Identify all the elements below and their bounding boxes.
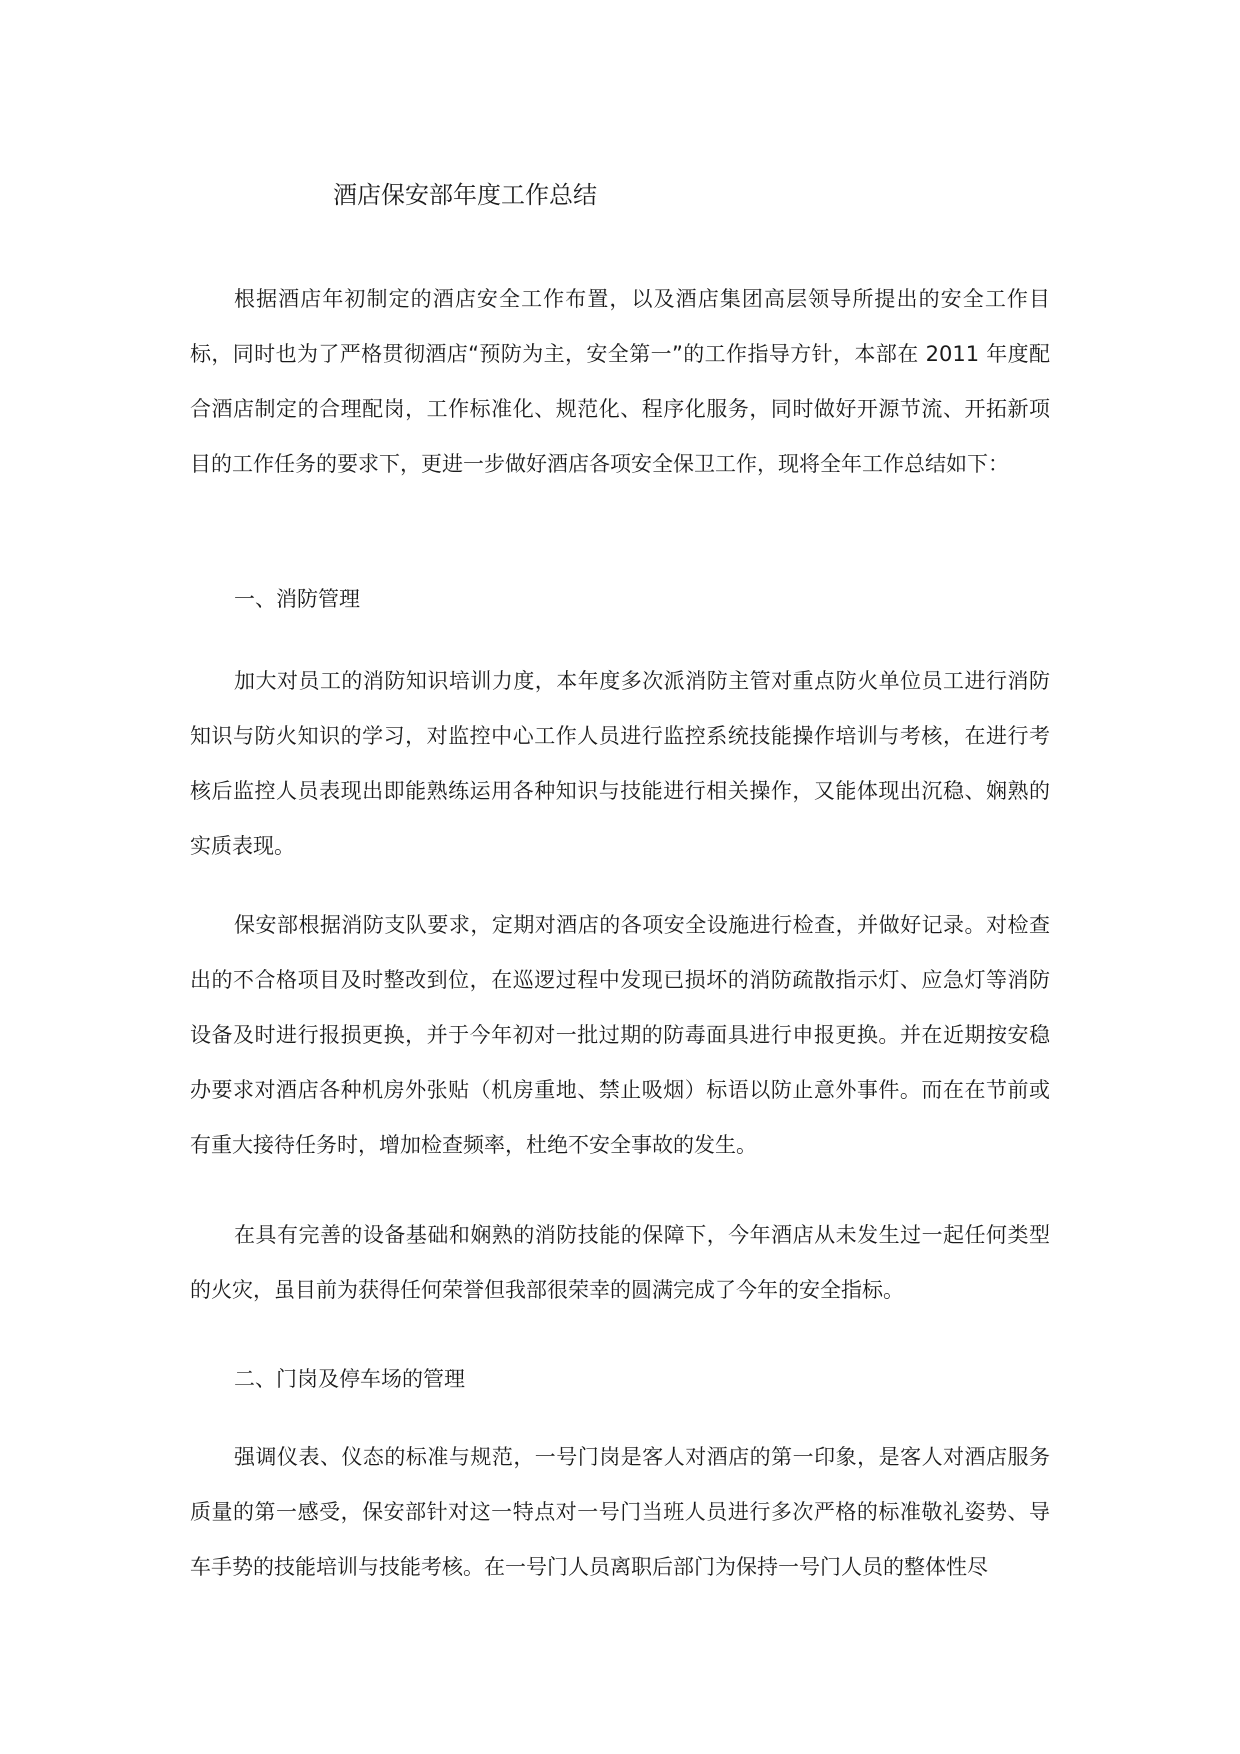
document-title: 酒店保安部年度工作总结 (333, 181, 597, 209)
section-2-paragraph-1-block (190, 1430, 1050, 1595)
section-1-paragraph-1-block (190, 654, 1050, 874)
section-1-paragraph-3-block (190, 1208, 1050, 1318)
section-1-heading-block (190, 572, 1050, 627)
section-1-paragraph: 在具有完善的设备基础和娴熟的消防技能的保障下，今年酒店从未发生过一起任何类型的火灾，虽目前为获得任何荣誉但我部很荣幸的圆满完成了今年的安全指标。 (190, 1223, 1050, 1302)
section-2-heading-block (190, 1352, 1050, 1407)
section-1-paragraph-2-block (190, 898, 1050, 1173)
intro-block (190, 272, 1050, 492)
section-heading-fire-management: 一、消防管理 (234, 587, 360, 611)
section-2-paragraph: 强调仪表、仪态的标准与规范，一号门岗是客人对酒店的第一印象，是客人对酒店服务质量的第一感受，保安部针对这一特点对一号门当班人员进行多次严格的标准敬礼姿势、导车手势的技能培训与技能考核。在一号门人员离职后部门为保持一号门人员的整体性尽 (190, 1445, 1050, 1579)
section-1-paragraph: 保安部根据消防支队要求，定期对酒店的各项安全设施进行检查，并做好记录。对检查出的不合格项目及时整改到位，在巡逻过程中发现已损坏的消防疏散指示灯、应急灯等消防设备及时进行报损更换，并于今年初对一批过期的防毒面具进行申报更换。并在近期按安稳办要求对酒店各种机房外张贴（机房重地、禁止吸烟）标语以防止意外事件。而在在节前或有重大接待任务时，增加检查频率，杜绝不安全事故的发生。 (190, 913, 1050, 1157)
intro-paragraph: 根据酒店年初制定的酒店安全工作布置，以及酒店集团高层领导所提出的安全工作目标，同时也为了严格贯彻酒店“预防为主，安全第一”的工作指导方针，本部在 2011 年度配合酒店制定的合理配岗，工作标准化、规范化、程序化服务，同时做好开源节流、开拓新项目的工作任务的要求下，更进一步做好酒店各项安全保卫工作，现将全年工作总结如下： (190, 287, 1050, 476)
section-1-paragraph: 加大对员工的消防知识培训力度，本年度多次派消防主管对重点防火单位员工进行消防知识与防火知识的学习，对监控中心工作人员进行监控系统技能操作培训与考核，在进行考核后监控人员表现出即能熟练运用各种知识与技能进行相关操作，又能体现出沉稳、娴熟的实质表现。 (190, 669, 1050, 858)
section-heading-gate-and-parking: 二、门岗及停车场的管理 (234, 1367, 465, 1391)
